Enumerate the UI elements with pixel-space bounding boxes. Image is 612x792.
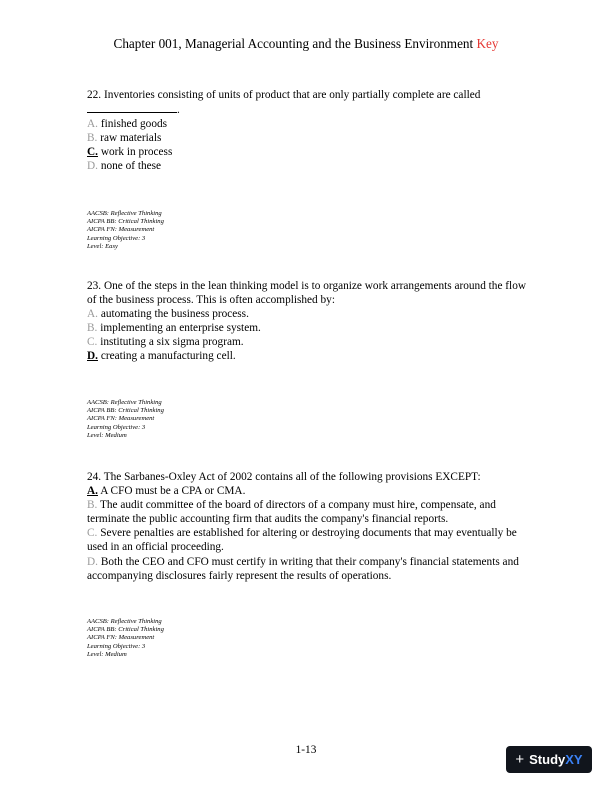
question-stem: 22. Inventories consisting of units of product that are only partially complete are called . xyxy=(87,89,481,117)
answer-blank xyxy=(87,102,177,113)
question-stem: 23. One of the steps in the lean thinking model is to organize work arrangements around the flow of the business process. This is often accomplished by: xyxy=(87,280,527,307)
brand-suffix: XY xyxy=(565,752,583,767)
option-b: B. raw materials xyxy=(87,132,162,145)
studyxy-badge[interactable] xyxy=(506,746,592,773)
option-c: C. instituting a six sigma program. xyxy=(87,336,244,349)
question-23-metadata: AACSB: Reflective Thinking AICPA BB: Critical Thinking AICPA FN: Measurement Learning Objective: 3 Level: Medium xyxy=(87,399,164,439)
option-b: B. The audit committee of the board of directors of a company must hire, compensate, and terminate the public accounting firm that audits the company's financial reports. xyxy=(87,499,496,526)
chapter-title: Chapter 001, Managerial Accounting and the Business Environment xyxy=(113,36,474,51)
option-a: A. automating the business process. xyxy=(87,308,249,321)
option-d-correct: D. creating a manufacturing cell. xyxy=(87,350,236,363)
question-22-metadata: AACSB: Reflective Thinking AICPA BB: Critical Thinking AICPA FN: Measurement Learning Objective: 3 Level: Easy xyxy=(87,210,164,250)
option-c-correct: C. work in process xyxy=(87,146,173,159)
question-24 xyxy=(87,470,527,583)
option-d: D. none of these xyxy=(87,160,162,173)
option-c: C. Severe penalties are established for altering or destroying documents that may eventually be used in an official proceeding. xyxy=(87,527,517,554)
question-22 xyxy=(87,88,527,174)
option-a: A. finished goods xyxy=(87,118,168,131)
question-stem: 24. The Sarbanes-Oxley Act of 2002 contains all of the following provisions EXCEPT: xyxy=(87,471,481,483)
question-23 xyxy=(87,279,527,364)
brand-text: Study xyxy=(529,752,566,767)
option-b: B. implementing an enterprise system. xyxy=(87,322,261,335)
key-label: Key xyxy=(476,36,499,51)
page-header xyxy=(0,36,612,52)
plus-icon: + xyxy=(515,751,525,768)
page-number: 1-13 xyxy=(295,744,317,756)
question-24-metadata: AACSB: Reflective Thinking AICPA BB: Critical Thinking AICPA FN: Measurement Learning Objective: 3 Level: Medium xyxy=(87,618,164,658)
option-d: D. Both the CEO and CFO must certify in writing that their company's financial statements and accompanying disclosures fairly represent the results of operations. xyxy=(87,555,519,582)
option-a-correct: A. A CFO must be a CPA or CMA. xyxy=(87,485,246,498)
